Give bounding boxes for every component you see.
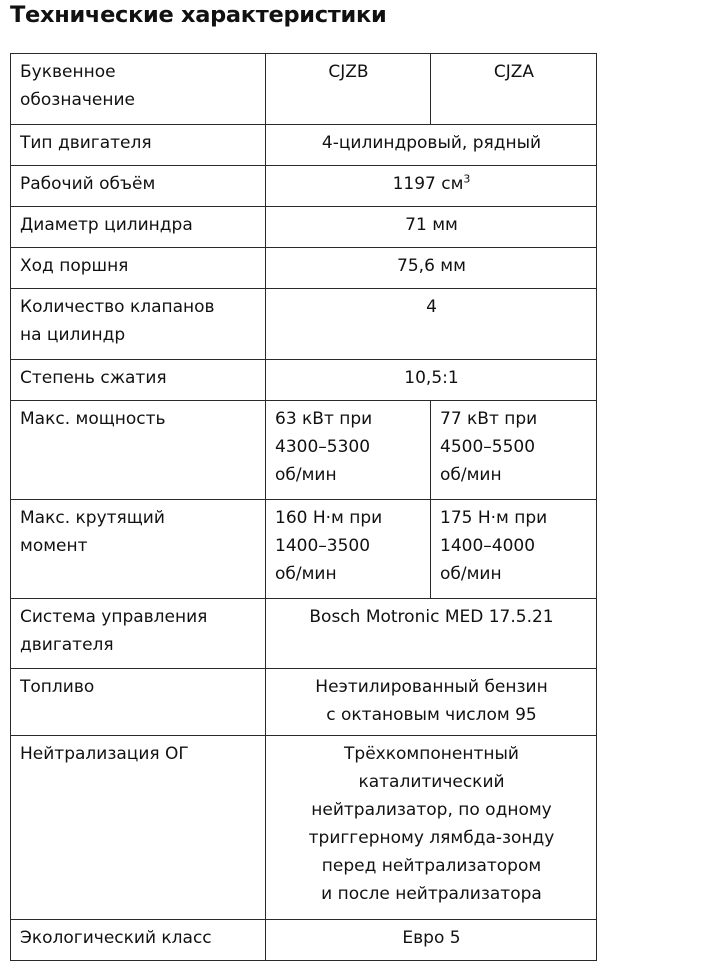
variant-cjzb: 63 кВт при 4300–5300 об/мин <box>266 401 431 500</box>
table-row <box>11 207 597 248</box>
row-value: Bosch Motronic MED 17.5.21 <box>266 599 597 669</box>
table-row <box>11 125 597 166</box>
row-value: 4 <box>266 289 597 360</box>
table-row <box>11 500 597 599</box>
row-label: Диаметр цилиндра <box>11 207 266 248</box>
row-label: Ход поршня <box>11 248 266 289</box>
table-row <box>11 920 597 961</box>
table-row <box>11 360 597 401</box>
displacement-value: 1197 см <box>392 174 464 194</box>
row-value <box>266 166 597 207</box>
table-row <box>11 166 597 207</box>
variant-cjza: 77 кВт при 4500–5500 об/мин <box>431 401 597 500</box>
table-row <box>11 736 597 920</box>
row-value: Евро 5 <box>266 920 597 961</box>
table-row <box>11 54 597 125</box>
table-row <box>11 248 597 289</box>
variant-cjza: 175 Н·м при 1400–4000 об/мин <box>431 500 597 599</box>
spec-table <box>10 53 597 961</box>
row-value: Неэтилированный бензин с октановым числом 95 <box>266 669 597 736</box>
variant-cjzb: CJZB <box>266 54 431 125</box>
row-value: Трёхкомпонентный каталитический нейтрализатор, по одному триггерному лямбда-зонду перед нейтрализатором и после нейтрализатора <box>266 736 597 920</box>
superscript: 3 <box>463 172 471 186</box>
page-title: Технические характеристики <box>10 2 387 28</box>
table-row <box>11 669 597 736</box>
row-value: 4-цилиндровый, рядный <box>266 125 597 166</box>
row-label: Степень сжатия <box>11 360 266 401</box>
row-value: 10,5:1 <box>266 360 597 401</box>
row-label: Макс. мощность <box>11 401 266 500</box>
row-label: Буквенное обозначение <box>11 54 266 125</box>
row-value: 75,6 мм <box>266 248 597 289</box>
table-row <box>11 401 597 500</box>
row-label: Топливо <box>11 669 266 736</box>
table-row <box>11 289 597 360</box>
row-label: Тип двигателя <box>11 125 266 166</box>
row-label: Система управления двигателя <box>11 599 266 669</box>
row-label: Рабочий объём <box>11 166 266 207</box>
variant-cjza: CJZA <box>431 54 597 125</box>
table-row <box>11 599 597 669</box>
row-value: 71 мм <box>266 207 597 248</box>
variant-cjzb: 160 Н·м при 1400–3500 об/мин <box>266 500 431 599</box>
row-label: Количество клапанов на цилиндр <box>11 289 266 360</box>
row-label: Макс. крутящий момент <box>11 500 266 599</box>
row-label: Экологический класс <box>11 920 266 961</box>
row-label: Нейтрализация ОГ <box>11 736 266 920</box>
